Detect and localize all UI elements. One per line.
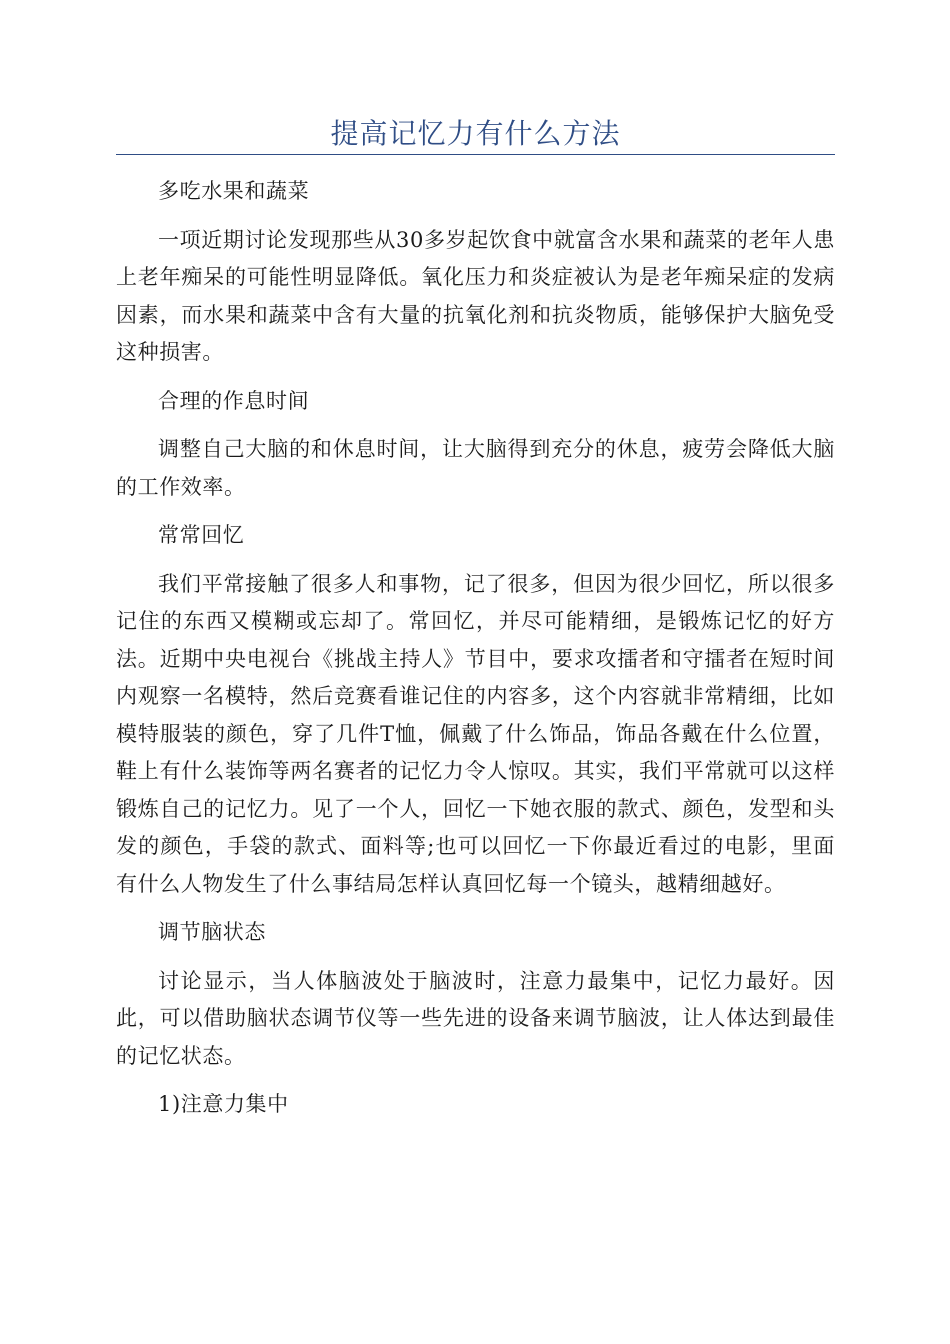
body-paragraph: 讨论显示，当人体脑波处于脑波时，注意力最集中，记忆力最好。因此，可以借助脑状态调节仪等一些先进的设备来调节脑波，让人体达到最佳的记忆状态。 — [116, 968, 835, 1068]
section-heading: 合理的作息时间 — [158, 388, 310, 413]
document-page — [116, 0, 835, 1135]
section-heading: 调节脑状态 — [158, 920, 266, 944]
body-paragraph: 一项近期讨论发现那些从30多岁起饮食中就富含水果和蔬菜的老年人患上老年痴呆的可能性明显降低。氧化压力和炎症被认为是老年痴呆症的发病因素，而水果和蔬菜中含有大量的抗氧化剂和抗炎物质，能够保护大脑免受这种损害。 — [116, 227, 835, 364]
list-item-heading: 1)注意力集中 — [158, 1092, 289, 1116]
body-paragraph: 调整自己大脑的和休息时间，让大脑得到充分的休息，疲劳会降低大脑的工作效率。 — [116, 437, 835, 499]
body-paragraph: 我们平常接触了很多人和事物，记了很多，但因为很少回忆，所以很多记住的东西又模糊或忘却了。常回忆，并尽可能精细，是锻炼记忆的好方法。近期中央电视台《挑战主持人》节目中，要求攻擂者和守擂者在短时间内观察一名模特，然后竞赛看谁记住的内容多，这个内容就非常精细，比如模特服装的颜色，穿了几件T恤，佩戴了什么饰品，饰品各戴在什么位置，鞋上有什么装饰等两名赛者的记忆力令人惊叹。其实，我们平常就可以这样锻炼自己的记忆力。见了一个人，回忆一下她衣服的款式、颜色，发型和头发的颜色，手袋的款式、面料等;也可以回忆一下你最近看过的电影，里面有什么人物发生了什么事结局怎样认真回忆每一个镜头，越精细越好。 — [116, 571, 835, 896]
title-underline — [116, 154, 835, 155]
document-body — [116, 173, 835, 1124]
document-title: 提高记忆力有什么方法 — [330, 117, 621, 150]
section-heading: 常常回忆 — [158, 523, 245, 547]
section-heading: 多吃水果和蔬菜 — [158, 179, 310, 203]
